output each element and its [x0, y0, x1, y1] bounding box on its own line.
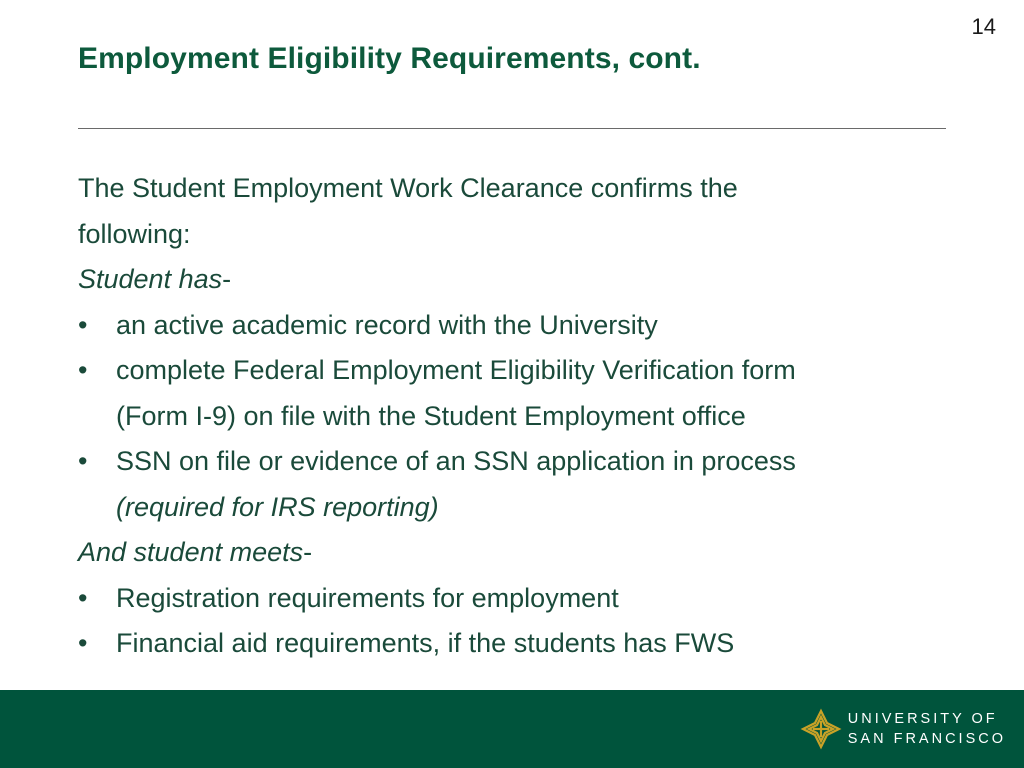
list-item — [78, 303, 958, 349]
slide-title: Employment Eligibility Requirements, cont. — [78, 42, 701, 75]
bullet-continuation: (Form I-9) on file with the Student Employment office — [116, 400, 746, 431]
student-has-heading — [78, 257, 958, 303]
bullet-text: SSN on file or evidence of an SSN application in process — [116, 446, 796, 476]
university-logo — [800, 708, 1006, 750]
list-item — [78, 621, 958, 667]
bullet-continuation: (required for IRS reporting) — [116, 491, 439, 522]
bullet-text: complete Federal Employment Eligibility Verification form — [116, 355, 796, 385]
bullet-text: Registration requirements for employment — [116, 582, 619, 613]
logo-wordmark — [848, 709, 1006, 749]
bullet-text: an active academic record with the University — [116, 309, 658, 340]
page-number: 14 — [971, 14, 996, 39]
bullet-text: Financial aid requirements, if the students has FWS — [116, 628, 735, 658]
logo-line-1: UNIVERSITY OF — [847, 711, 998, 727]
list-item — [78, 576, 958, 622]
usf-logo-icon — [800, 708, 842, 750]
student-has-dash: - — [222, 264, 232, 294]
bullet-icon: • — [78, 628, 88, 658]
list-item — [78, 348, 958, 394]
slide-body — [78, 166, 958, 667]
student-meets-label: And student meets — [78, 537, 304, 567]
intro-line-1: The Student Employment Work Clearance confirms the — [78, 173, 738, 203]
title-divider — [78, 128, 946, 129]
intro-line-2: following: — [78, 218, 191, 249]
list-item — [78, 439, 958, 485]
student-meets-dash: - — [303, 537, 313, 567]
student-has-label: Student has — [78, 264, 223, 294]
logo-line-2: SAN FRANCISCO — [847, 731, 1006, 747]
bullet-icon: • — [78, 582, 88, 613]
bullet-icon: • — [78, 446, 88, 476]
bullet-icon: • — [78, 309, 88, 340]
footer-bar — [0, 690, 1024, 768]
bullet-icon: • — [78, 355, 88, 385]
student-meets-heading — [78, 530, 958, 576]
